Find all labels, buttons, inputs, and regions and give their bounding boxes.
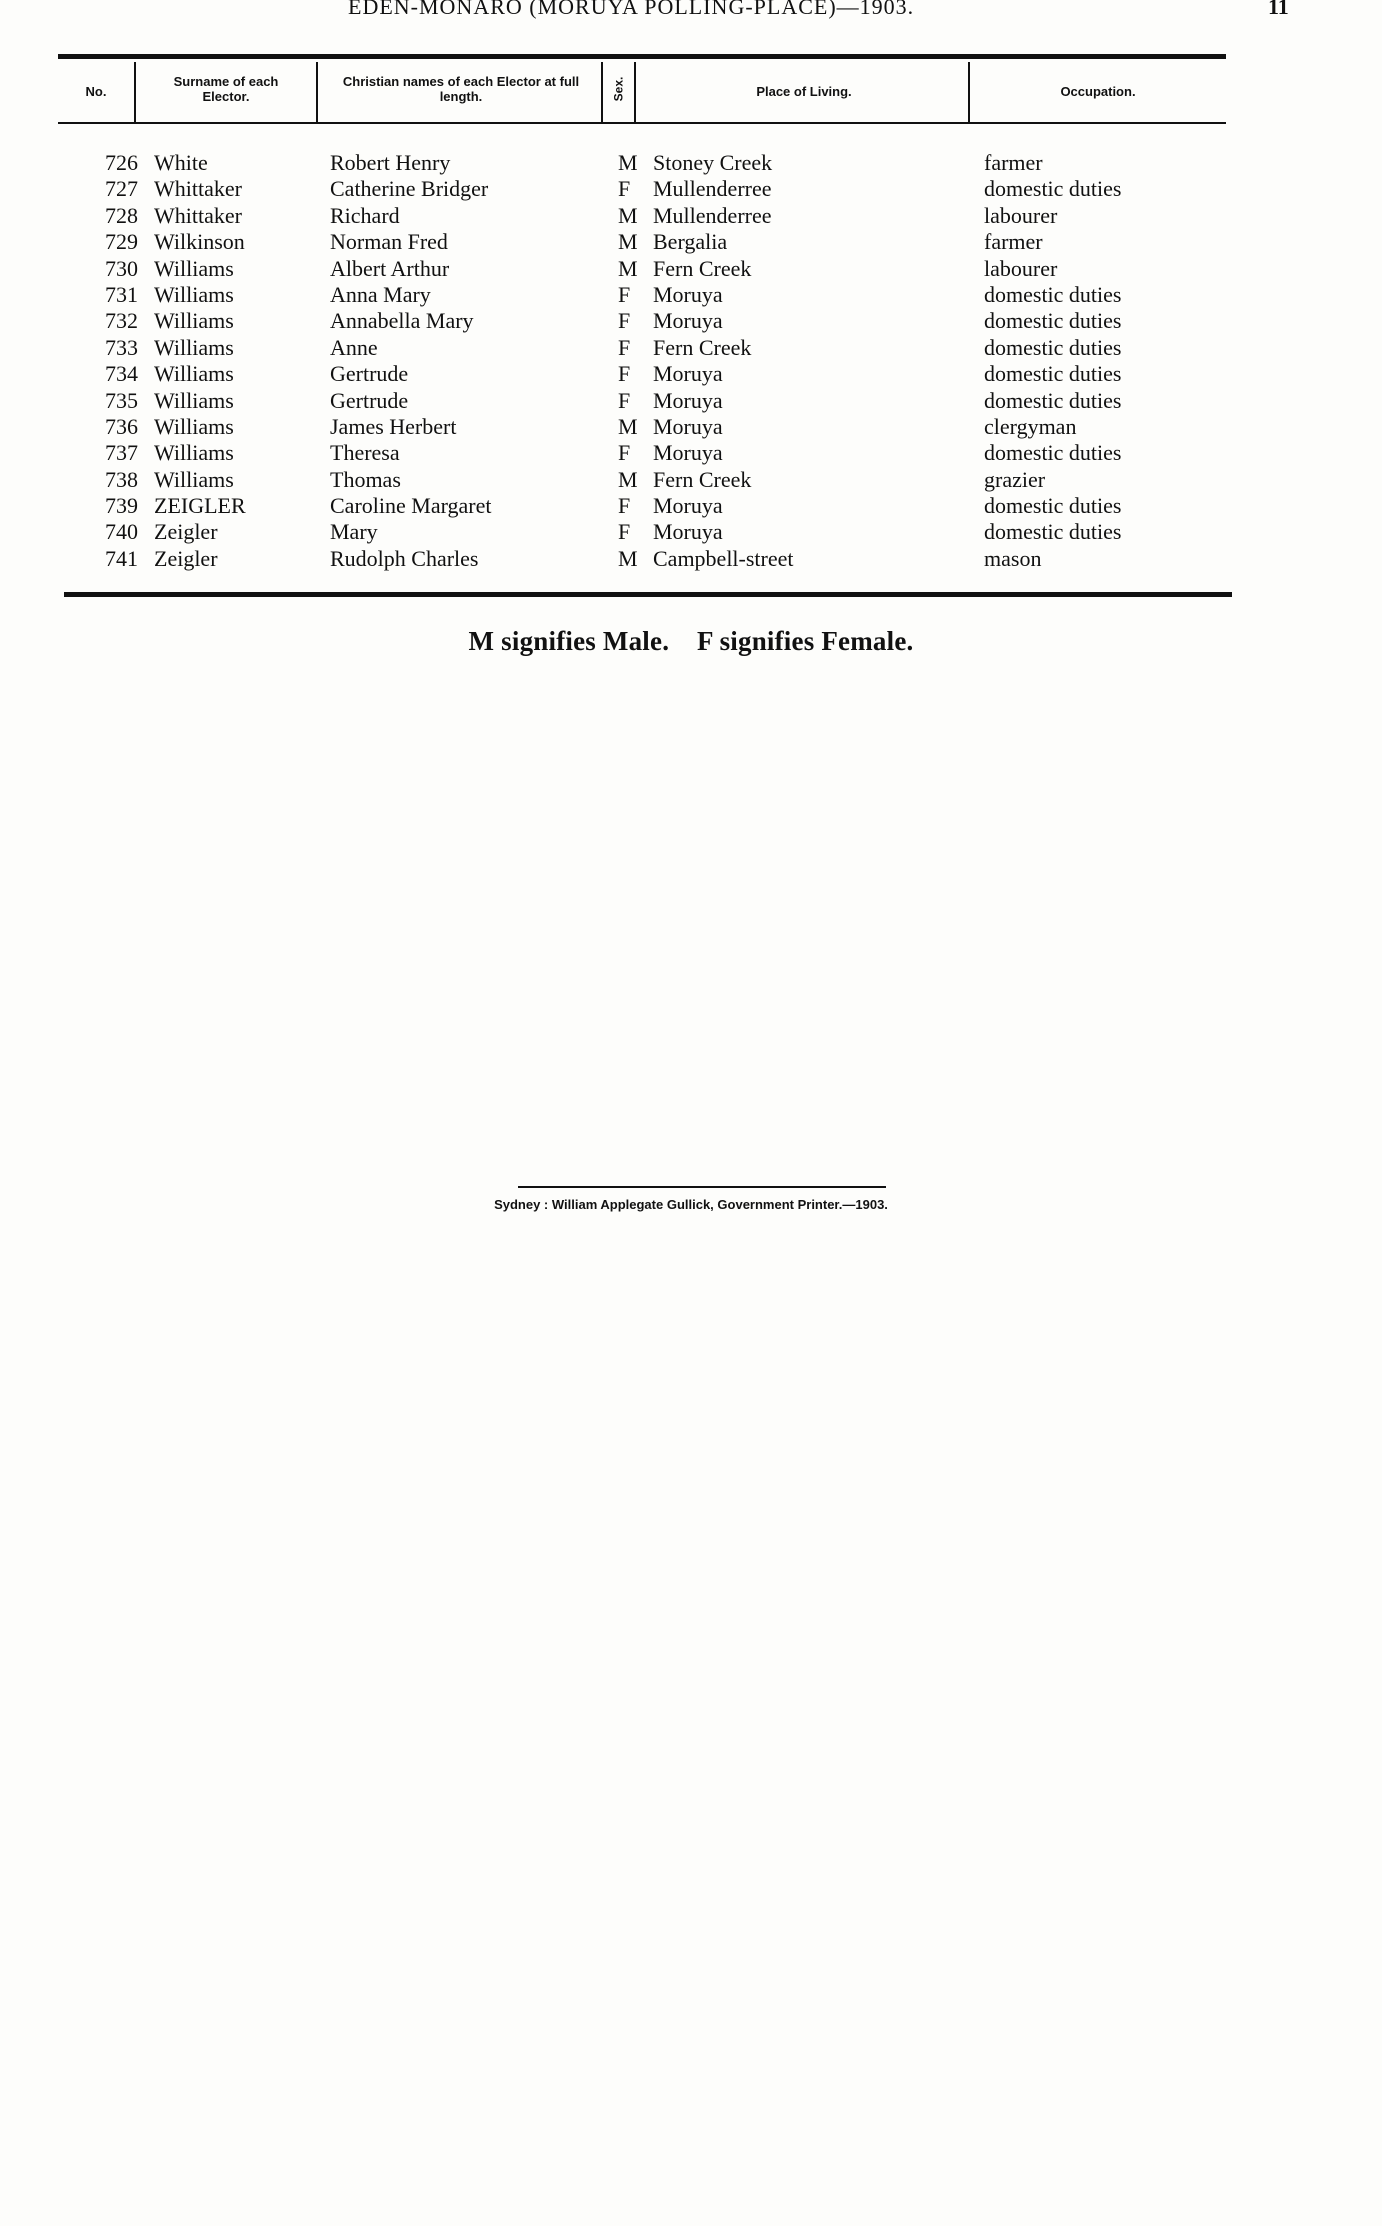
christian-names-cell: Anne	[330, 334, 378, 360]
table-row	[0, 440, 1382, 466]
place-of-living-cell: Moruya	[653, 387, 723, 413]
place-of-living-cell: Moruya	[653, 519, 723, 545]
place-of-living-cell: Mullenderree	[653, 176, 772, 202]
surname-cell: Williams	[154, 308, 234, 334]
table-top-rule	[58, 54, 1226, 59]
table-row	[0, 256, 1382, 282]
place-of-living-cell: Moruya	[653, 361, 723, 387]
christian-names-cell: Annabella Mary	[330, 308, 474, 334]
row-number-cell: 733	[105, 334, 138, 360]
row-number-cell: 738	[105, 466, 138, 492]
table-row	[0, 388, 1382, 414]
sex-cell: F	[618, 334, 631, 360]
column-header-place: Place of Living.	[756, 84, 852, 99]
sex-cell: M	[618, 466, 638, 492]
row-number-cell: 731	[105, 281, 138, 307]
place-of-living-cell: Fern Creek	[653, 255, 752, 281]
printer-rule	[518, 1186, 886, 1188]
table-row	[0, 493, 1382, 519]
occupation-cell: farmer	[984, 150, 1043, 175]
occupation-cell: mason	[984, 545, 1042, 571]
table-bottom-rule	[64, 592, 1232, 597]
place-of-living-cell: Moruya	[653, 413, 723, 439]
occupation-cell: domestic duties	[984, 281, 1122, 307]
occupation-cell: domestic duties	[984, 440, 1122, 466]
christian-names-cell: Theresa	[330, 440, 400, 466]
table-row	[0, 361, 1382, 387]
christian-names-cell: Richard	[330, 202, 400, 228]
surname-cell: Whittaker	[154, 202, 242, 228]
surname-cell: Williams	[154, 413, 234, 439]
christian-names-cell: Rudolph Charles	[330, 545, 479, 571]
row-number-cell: 732	[105, 308, 138, 334]
surname-cell: Wilkinson	[154, 229, 245, 255]
christian-names-cell: Thomas	[330, 466, 401, 492]
christian-names-cell: Mary	[330, 519, 378, 545]
surname-cell: Zeigler	[154, 545, 218, 571]
table-header-bottom-rule	[58, 122, 1226, 124]
column-separator	[634, 62, 636, 122]
place-of-living-cell: Moruya	[653, 440, 723, 466]
occupation-cell: domestic duties	[984, 387, 1122, 413]
table-row	[0, 414, 1382, 440]
sex-cell: F	[618, 308, 631, 334]
row-number-cell: 740	[105, 519, 138, 545]
surname-cell: White	[154, 150, 208, 175]
surname-cell: Williams	[154, 440, 234, 466]
sex-cell: F	[618, 387, 631, 413]
surname-cell: Williams	[154, 361, 234, 387]
table-row	[0, 229, 1382, 255]
page-number: 11	[1268, 0, 1289, 19]
row-number-cell: 735	[105, 387, 138, 413]
sex-cell: M	[618, 255, 638, 281]
column-header-surname: Surname of each Elector.	[173, 74, 279, 104]
sex-cell: F	[618, 281, 631, 307]
surname-cell: Williams	[154, 281, 234, 307]
sex-legend: M signifies Male. F signifies Female.	[468, 626, 914, 656]
occupation-cell: domestic duties	[984, 493, 1122, 519]
christian-names-cell: Anna Mary	[330, 281, 431, 307]
page-header-title: EDEN-MONARO (MORUYA POLLING-PLACE)—1903.	[348, 0, 915, 19]
place-of-living-cell: Bergalia	[653, 229, 728, 255]
column-separator	[316, 62, 318, 122]
row-number-cell: 734	[105, 361, 138, 387]
column-header-christian: Christian names of each Elector at full length.	[342, 74, 580, 104]
sex-cell: F	[618, 176, 631, 202]
sex-cell: F	[618, 440, 631, 466]
place-of-living-cell: Fern Creek	[653, 334, 752, 360]
table-row	[0, 282, 1382, 308]
place-of-living-cell: Fern Creek	[653, 466, 752, 492]
christian-names-cell: Caroline Margaret	[330, 493, 492, 519]
elector-rows	[0, 150, 1382, 572]
christian-names-cell: Catherine Bridger	[330, 176, 489, 202]
row-number-cell: 736	[105, 413, 138, 439]
occupation-cell: labourer	[984, 255, 1058, 281]
christian-names-cell: Gertrude	[330, 387, 409, 413]
row-number-cell: 729	[105, 229, 138, 255]
sex-cell: F	[618, 519, 631, 545]
place-of-living-cell: Mullenderree	[653, 202, 772, 228]
printer-line: Sydney : William Applegate Gullick, Government Printer.—1903.	[494, 1197, 888, 1212]
sex-cell: F	[618, 493, 631, 519]
surname-cell: Williams	[154, 334, 234, 360]
table-row	[0, 546, 1382, 572]
christian-names-cell: James Herbert	[330, 413, 457, 439]
row-number-cell: 737	[105, 440, 138, 466]
column-separator	[601, 62, 603, 122]
table-row	[0, 308, 1382, 334]
sex-cell: F	[618, 361, 631, 387]
sex-cell: M	[618, 229, 638, 255]
row-number-cell: 739	[105, 493, 138, 519]
sex-cell: M	[618, 202, 638, 228]
sex-cell: M	[618, 413, 638, 439]
row-number-cell: 727	[105, 176, 138, 202]
occupation-cell: domestic duties	[984, 361, 1122, 387]
occupation-cell: domestic duties	[984, 308, 1122, 334]
christian-names-cell: Norman Fred	[330, 229, 448, 255]
place-of-living-cell: Moruya	[653, 493, 723, 519]
table-row	[0, 335, 1382, 361]
place-of-living-cell: Moruya	[653, 308, 723, 334]
row-number-cell: 726	[105, 150, 138, 175]
table-row	[0, 203, 1382, 229]
place-of-living-cell: Campbell-street	[653, 545, 794, 571]
table-row	[0, 150, 1382, 176]
occupation-cell: grazier	[984, 466, 1046, 492]
place-of-living-cell: Stoney Creek	[653, 150, 773, 175]
sex-cell: M	[618, 545, 638, 571]
christian-names-cell: Albert Arthur	[330, 255, 450, 281]
occupation-cell: labourer	[984, 202, 1058, 228]
surname-cell: ZEIGLER	[154, 493, 246, 519]
occupation-cell: domestic duties	[984, 176, 1122, 202]
occupation-cell: clergyman	[984, 413, 1077, 439]
surname-cell: Whittaker	[154, 176, 242, 202]
column-header-occupation: Occupation.	[1060, 84, 1136, 99]
column-header-sex: Sex.	[611, 76, 626, 102]
surname-cell: Zeigler	[154, 519, 218, 545]
surname-cell: Williams	[154, 387, 234, 413]
surname-cell: Williams	[154, 466, 234, 492]
christian-names-cell: Robert Henry	[330, 150, 451, 175]
occupation-cell: farmer	[984, 229, 1043, 255]
occupation-cell: domestic duties	[984, 334, 1122, 360]
sex-cell: M	[618, 150, 638, 175]
row-number-cell: 728	[105, 202, 138, 228]
occupation-cell: domestic duties	[984, 519, 1122, 545]
row-number-cell: 741	[105, 545, 138, 571]
place-of-living-cell: Moruya	[653, 281, 723, 307]
column-header-no: No.	[85, 84, 107, 99]
table-row	[0, 519, 1382, 545]
table-row	[0, 467, 1382, 493]
surname-cell: Williams	[154, 255, 234, 281]
christian-names-cell: Gertrude	[330, 361, 409, 387]
table-row	[0, 176, 1382, 202]
row-number-cell: 730	[105, 255, 138, 281]
column-separator	[134, 62, 136, 122]
